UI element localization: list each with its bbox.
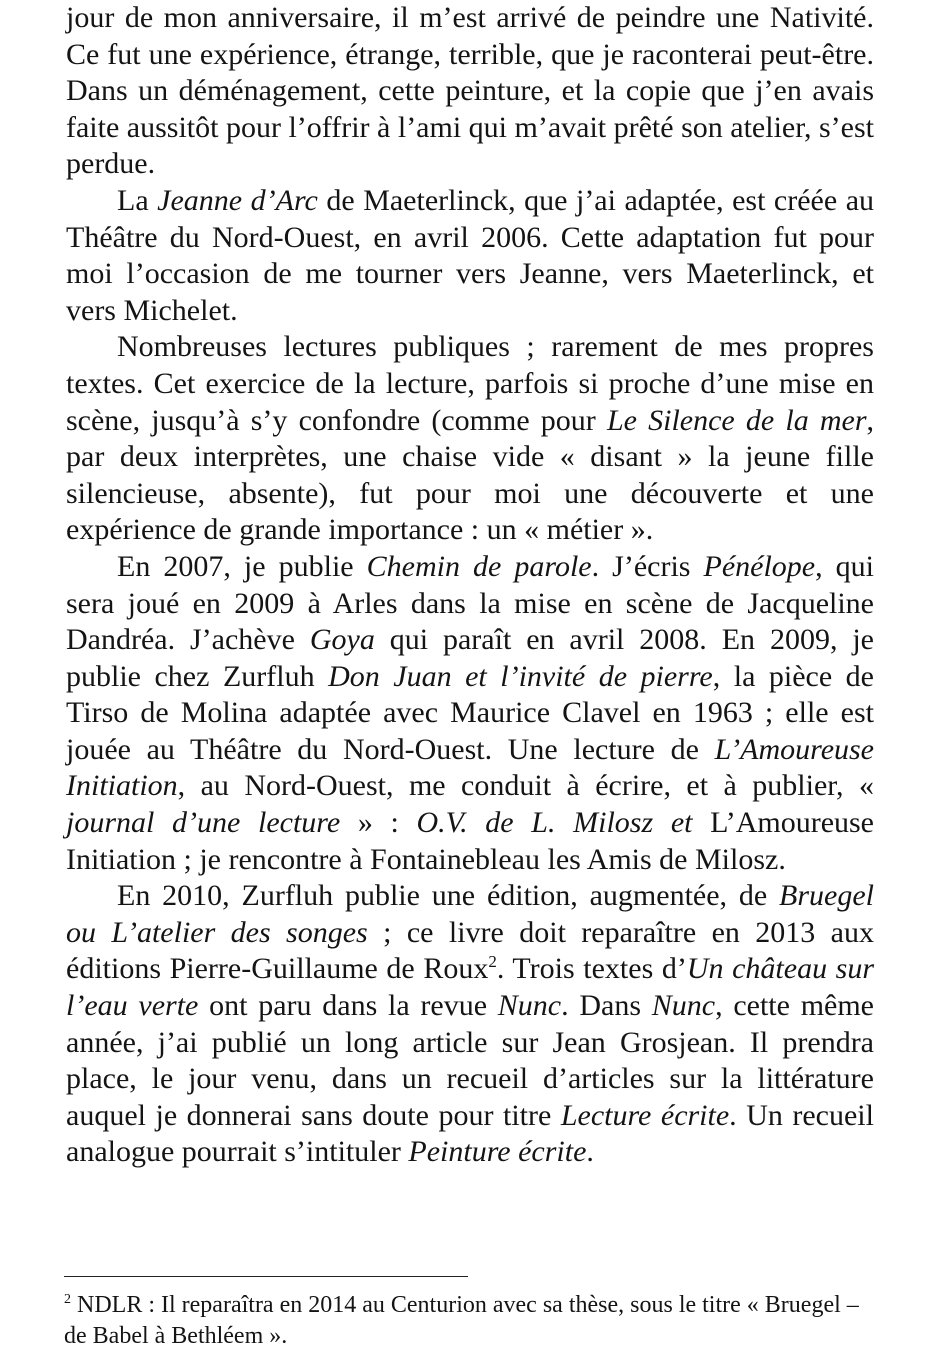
italic-title: Bruegel ou L’atelier des songes <box>66 879 874 949</box>
italic-title: O.V. de L. Milosz et <box>416 806 693 840</box>
paragraph <box>66 878 874 1171</box>
document-body <box>66 0 874 1171</box>
footnote <box>64 1290 864 1352</box>
footnote-separator <box>64 1276 468 1277</box>
text-run: En 2007, je publie <box>117 549 367 583</box>
text-run: . Trois textes d’ <box>496 952 687 986</box>
paragraph <box>66 549 874 878</box>
footnote-text: NDLR : Il reparaîtra en 2014 au Centurion avec sa thèse, sous le titre « Bruegel – de Babel à Bethléem ». <box>64 1292 859 1349</box>
text-run: » : <box>340 806 417 840</box>
text-run: Nombreuses lectures publiques ; rarement de mes propres textes. Cet exercice de la lecture, parfois si proche d’une mise en scène, jusqu’à s’y confondre (comme pour <box>66 330 874 437</box>
italic-title: Peinture écrite <box>408 1135 587 1169</box>
text-run: La <box>117 183 158 217</box>
paragraph <box>66 329 874 549</box>
text-run: , cette même année, j’ai publié un long article sur Jean Grosjean. Il prendra place, le jour venu, dans un recueil d’articles sur la littérature auquel je donnerai sans doute pour titre <box>66 989 874 1132</box>
italic-title: Goya <box>309 623 375 657</box>
text-run: , qui sera joué en 2009 à Arles dans la mise en scène de Jacqueline Dandréa. J’achève <box>66 549 874 657</box>
italic-title: Chemin de parole <box>366 549 592 583</box>
italic-title: L’Amoureuse Initiation <box>66 732 874 803</box>
footnote-mark: 2 <box>64 1292 71 1307</box>
text-run: ; ce livre doit reparaître en 2013 aux éditions Pierre-Guillaume de Roux <box>66 915 874 986</box>
paragraph <box>66 0 874 183</box>
text-run: de Maeterlinck, que j’ai adaptée, est créée au Théâtre du Nord-Ouest, en avril 2006. Cette adaptation fut pour moi l’occasion de me tourner vers Jeanne, vers Maeterlinck, et vers Michelet. <box>66 183 875 327</box>
text-run: . <box>586 1135 594 1169</box>
italic-title: Pénélope <box>703 549 816 583</box>
paragraph <box>66 183 874 329</box>
text-run: . Un recueil analogue pourrait s’intituler <box>66 1098 874 1169</box>
text-run: L’Amoureuse Initiation ; je rencontre à Fontainebleau les Amis de Milosz. <box>66 806 874 876</box>
text-run: En 2010, Zurfluh publie une édition, augmentée, de <box>117 879 780 913</box>
italic-title: journal d’une lecture <box>66 806 341 840</box>
text-run: , la pièce de Tirso de Molina adaptée avec Maurice Clavel en 1963 ; elle est jouée au Théâtre du Nord-Ouest. Une lecture de <box>66 659 874 766</box>
italic-title: Lecture écrite <box>560 1098 730 1132</box>
italic-title: Jeanne d’Arc <box>157 183 318 217</box>
text-run: . J’écris <box>591 549 704 583</box>
italic-title: Don Juan et l’invité de pierre <box>328 659 713 693</box>
text-run: jour de mon anniversaire, il m’est arrivé de peindre une Nativité. Ce fut une expérience, étrange, terrible, que je raconterai peut-être. Dans un déménagement, cette peinture, et la copie que j’en avais faite aussitôt pour l’offrir à l’ami qui m’avait prêté son atelier, s’est perdue. <box>66 1 874 181</box>
text-run: ont paru dans la revue <box>198 989 498 1023</box>
italic-title: Le Silence de la mer <box>606 403 867 437</box>
text-run: , par deux interprètes, une chaise vide « disant » la jeune fille silencieuse, absente), fut pour moi une découverte et une expérience de grande importance : un « métier ». <box>66 403 875 547</box>
text-run: qui paraît en avril 2008. En 2009, je publie chez Zurfluh <box>66 623 874 693</box>
italic-title: Nunc <box>651 989 716 1023</box>
italic-title: Un château sur l’eau verte <box>66 952 875 1023</box>
italic-title: Nunc <box>497 989 562 1023</box>
text-run: , au Nord-Ouest, me conduit à écrire, et à publier, « <box>177 769 874 803</box>
text-run: . Dans <box>561 989 652 1023</box>
footnote-reference: 2 <box>488 952 497 972</box>
